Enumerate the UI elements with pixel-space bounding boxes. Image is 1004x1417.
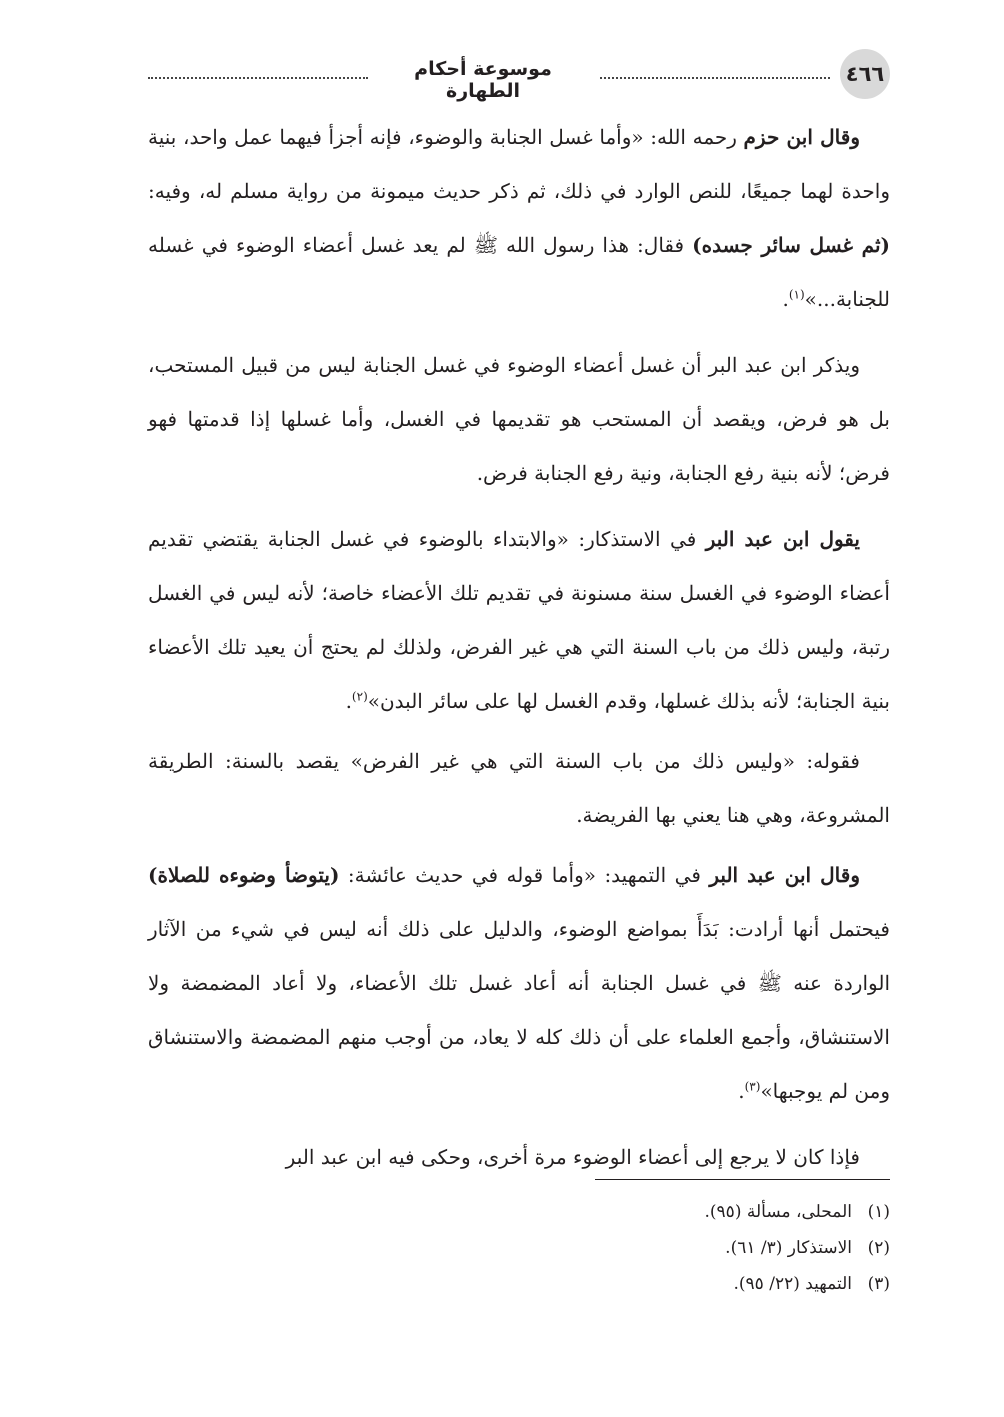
- footnote-number: (١): [867, 1202, 890, 1222]
- footnote-ref[interactable]: (٣): [744, 1079, 761, 1094]
- paragraph-tamhid: [148, 848, 890, 1118]
- scholar-name: يقول ابن عبد البر: [705, 527, 860, 551]
- paragraph-end: .: [345, 689, 352, 713]
- scholar-name: وقال ابن حزم: [743, 125, 860, 149]
- header-dotted-rule-right: [600, 77, 830, 79]
- paragraph-text: رحمه الله: «وأما غسل الجنابة والوضوء، فإنه أجزأ فيهما عمل واحد، بنية واحدة لهما جميعًا، للنص الوارد في ذلك، ثم ذكر حديث ميمونة من رواية مسلم له، وفيه:: [148, 125, 890, 203]
- paragraph-text: في التمهيد: «وأما قوله في حديث عائشة:: [339, 863, 710, 887]
- paragraph-end: .: [738, 1079, 745, 1103]
- paragraph-ibn-abd-al-barr-view: ويذكر ابن عبد البر أن غسل أعضاء الوضوء في غسل الجنابة ليس من قبيل المستحب، بل هو فرض، ويقصد أن المستحب هو تقديمها في الغسل، وأما غسلها إذا قدمتها فهو فرض؛ لأنه بنية رفع الجنابة، ونية رفع الجنابة فرض.: [148, 353, 890, 485]
- paragraph-ibn-hazm: [148, 110, 890, 326]
- paragraph-text: فقال: هذا رسول الله ﷺ لم يعد غسل أعضاء الوضوء في غسله للجنابة...»: [148, 233, 890, 311]
- footnote-item: [148, 1194, 890, 1230]
- footnote-ref[interactable]: (٢): [351, 689, 368, 704]
- footnote-ref[interactable]: (١): [788, 287, 805, 302]
- hadith-quote: (ثم غسل سائر جسده): [692, 233, 890, 257]
- hadith-quote: (يتوضأ وضوءه للصلاة): [148, 863, 340, 887]
- footnote-text: المحلى، مسألة (٩٥).: [704, 1202, 852, 1222]
- footnote-separator: [595, 1179, 890, 1180]
- footnotes: [148, 1194, 890, 1302]
- main-text: [148, 110, 890, 1196]
- paragraph-explanation: فقوله: «وليس ذلك من باب السنة التي هي غير الفرض» يقصد بالسنة: الطريقة المشروعة، وهي هنا يعني بها الفريضة.: [148, 749, 890, 827]
- paragraph-continuation: فإذا كان لا يرجع إلى أعضاء الوضوء مرة أخرى، وحكى فيه ابن عبد البر: [285, 1145, 860, 1169]
- page-number-badge: ٤٦٦: [840, 49, 890, 99]
- header-dotted-rule-left: [148, 77, 368, 79]
- footnote-item: [148, 1230, 890, 1266]
- footnote-text: التمهيد (٢٢/ ٩٥).: [733, 1274, 852, 1294]
- footnote-text: الاستذكار (٣/ ٦١).: [725, 1238, 852, 1258]
- footnote-number: (٢): [867, 1238, 890, 1258]
- paragraph-text: في الاستذكار: «والابتداء بالوضوء في غسل الجنابة يقتضي تقديم أعضاء الوضوء في الغسل سنة مسنونة في تقديم تلك الأعضاء خاصة؛ لأنه ليس في الغسل رتبة، وليس ذلك من باب السنة التي هي غير الفرض، ولذلك لم يحتج أن يعيد تلك الأعضاء بنية الجنابة؛ لأنه بذلك غسلها، وقدم الغسل لها على سائر البدن»: [148, 527, 890, 713]
- paragraph-text: فيحتمل أنها أرادت: بَدَأَ بمواضع الوضوء، والدليل على ذلك أنه ليس في شيء من الآثار الواردة عنه ﷺ في غسل الجنابة أنه أعاد غسل تلك الأعضاء، ولا أعاد المضمضة ولا الاستنشاق، وأجمع العلماء على أن ذلك كله لا يعاد، من أوجب منهم المضمضة والاستنشاق ومن لم يوجبها»: [148, 917, 890, 1103]
- page-header: [148, 44, 890, 104]
- paragraph-end: .: [782, 287, 789, 311]
- paragraph-istidhkar: [148, 512, 890, 728]
- footnote-number: (٣): [867, 1274, 890, 1294]
- scholar-name: وقال ابن عبد البر: [709, 863, 860, 887]
- book-title: موسوعة أحكام الطهارة: [414, 58, 552, 102]
- footnote-item: [148, 1266, 890, 1302]
